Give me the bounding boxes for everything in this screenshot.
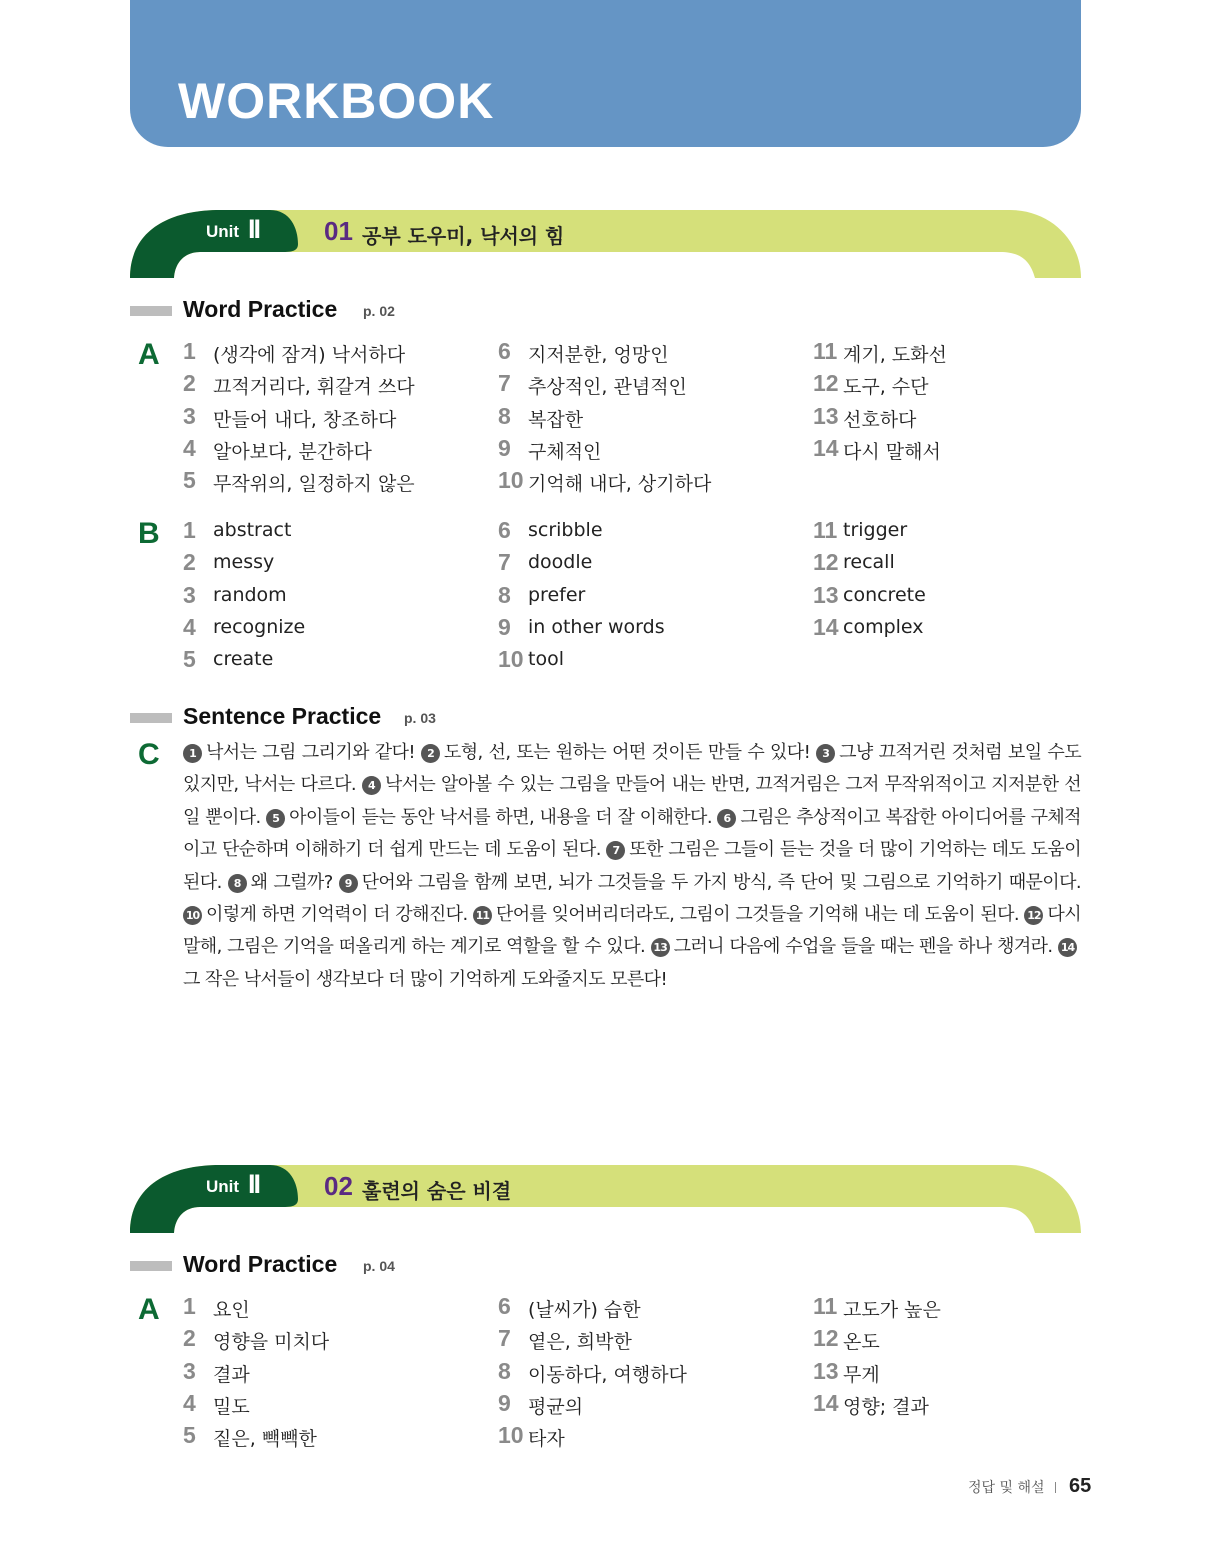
item-number: 7 bbox=[498, 1325, 511, 1352]
item-answer: 도구, 수단 bbox=[843, 376, 929, 399]
item-number: 11 bbox=[813, 1293, 838, 1319]
sentence-marker: 11 bbox=[473, 906, 492, 925]
sentence-marker: 14 bbox=[1058, 938, 1077, 957]
sentence-text: 아이들이 듣는 동안 낙서를 하면, 내용을 더 잘 이해한다. bbox=[289, 806, 718, 828]
item-answer: trigger bbox=[843, 519, 908, 541]
item-answer: 온도 bbox=[843, 1331, 880, 1354]
lesson-number: 02 bbox=[324, 1171, 353, 1201]
item-answer: 요인 bbox=[213, 1299, 250, 1321]
sentence-translation-paragraph bbox=[183, 737, 1081, 996]
lesson-title: 훌련의 숨은 비결 bbox=[362, 1179, 512, 1203]
lesson-title: 공부 도우미, 낙서의 힘 bbox=[362, 224, 565, 248]
item-answer: recall bbox=[843, 551, 895, 574]
item-number: 9 bbox=[498, 1389, 511, 1416]
section-bar bbox=[130, 306, 172, 316]
lesson-number: 01 bbox=[324, 216, 353, 246]
item-number: 1 bbox=[183, 1293, 196, 1319]
page-number: 65 bbox=[1069, 1475, 1092, 1497]
item-answer: 선호하다 bbox=[843, 408, 917, 431]
sentence-text: 다시 말해, 그림은 기억을 떠올리게 하는 계기로 역할을 할 수 있다. bbox=[183, 904, 1081, 958]
item-number: 3 bbox=[183, 402, 196, 429]
exercise-letter: A bbox=[138, 338, 160, 371]
item-answer: 밀도 bbox=[213, 1395, 250, 1418]
item-number: 6 bbox=[498, 517, 511, 543]
item-number: 12 bbox=[813, 549, 839, 576]
unit-label: Unit bbox=[206, 222, 240, 241]
item-answer: 옅은, 희박한 bbox=[528, 1331, 632, 1354]
item-number: 7 bbox=[498, 549, 511, 576]
section-page-ref: p. 04 bbox=[363, 1258, 395, 1274]
sentence-marker: 9 bbox=[339, 874, 358, 893]
sentence-text: 그 작은 낙서들이 생각보다 더 많이 기억하게 도와줄지도 모른다! bbox=[183, 968, 668, 990]
item-answer: 고도가 높은 bbox=[843, 1299, 941, 1321]
item-answer: 영향; 결과 bbox=[843, 1395, 929, 1418]
item-answer: random bbox=[213, 583, 287, 606]
item-number: 12 bbox=[813, 370, 839, 397]
sentence-marker: 5 bbox=[266, 809, 285, 828]
item-number: 8 bbox=[498, 402, 511, 429]
item-answer: messy bbox=[213, 551, 275, 574]
unit-number: II bbox=[248, 214, 260, 244]
unit-banner bbox=[130, 210, 1081, 280]
item-number: 4 bbox=[183, 1389, 196, 1416]
unit-label: Unit bbox=[206, 1177, 240, 1196]
workbook-header bbox=[130, 0, 1081, 147]
item-number: 14 bbox=[813, 1389, 839, 1416]
item-number: 1 bbox=[183, 338, 196, 364]
sentence-marker: 7 bbox=[606, 841, 625, 860]
unit-banner-shape bbox=[130, 210, 1081, 280]
item-number: 6 bbox=[498, 338, 511, 364]
item-number: 2 bbox=[183, 549, 196, 576]
sentence-text: 낙서는 알아볼 수 있는 그림을 만들어 내는 반면, 끄적거림은 그저 무작위적이고 지저분한 선일 뿐이다. bbox=[183, 774, 1081, 828]
sentence-text: 낙서는 그림 그리기와 같다! bbox=[206, 742, 421, 763]
section-title: Word Practice bbox=[183, 296, 338, 322]
item-answer: 지저분한, 엉망인 bbox=[528, 344, 669, 366]
item-number: 6 bbox=[498, 1293, 511, 1319]
item-answer: 만들어 내다, 창조하다 bbox=[213, 408, 397, 431]
item-number: 4 bbox=[183, 613, 196, 640]
item-number: 13 bbox=[813, 1357, 839, 1384]
sentence-text: 또한 그림은 그들이 듣는 것을 더 많이 기억하는 데도 도움이 된다. bbox=[183, 839, 1081, 893]
item-number: 12 bbox=[813, 1325, 839, 1352]
item-number: 5 bbox=[183, 646, 196, 673]
section-page-ref: p. 02 bbox=[363, 303, 395, 319]
item-number: 11 bbox=[813, 338, 838, 364]
item-answer: 복잡한 bbox=[528, 408, 584, 431]
item-answer: recognize bbox=[213, 615, 306, 638]
sentence-text: 그냥 끄적거린 것처럼 보일 수도 있지만, 낙서는 다르다. bbox=[183, 742, 1081, 796]
section-title: Sentence Practice bbox=[183, 703, 382, 729]
item-answer: 알아보다, 분간하다 bbox=[213, 440, 372, 463]
sentence-marker: 8 bbox=[228, 874, 247, 893]
item-answer: 영향을 미치다 bbox=[213, 1331, 330, 1354]
footer-divider bbox=[1055, 1482, 1056, 1493]
item-number: 8 bbox=[498, 1357, 511, 1384]
item-number: 9 bbox=[498, 613, 511, 640]
exercise-letter: A bbox=[138, 1293, 160, 1326]
item-answer: doodle bbox=[528, 551, 593, 574]
item-number: 1 bbox=[183, 517, 196, 543]
footer-label: 정답 및 해설 bbox=[968, 1480, 1045, 1496]
sentence-marker: 3 bbox=[816, 744, 835, 763]
item-number: 10 bbox=[498, 467, 524, 494]
item-answer: 타자 bbox=[528, 1428, 565, 1451]
item-number: 7 bbox=[498, 370, 511, 397]
sentence-text: 그림은 추상적이고 복잡한 아이디어를 구체적이고 단순하며 이해하기 더 쉽게 만드는 데 도움이 된다. bbox=[183, 806, 1081, 861]
item-answer: (생각에 잠겨) 낙서하다 bbox=[213, 344, 406, 366]
item-answer: 평균의 bbox=[528, 1395, 584, 1418]
sentence-marker: 1 bbox=[183, 744, 202, 763]
item-number: 14 bbox=[813, 613, 839, 640]
sentence-marker: 4 bbox=[362, 776, 381, 795]
item-number: 9 bbox=[498, 434, 511, 461]
item-answer: scribble bbox=[528, 519, 603, 541]
item-answer: abstract bbox=[213, 519, 292, 541]
unit-banner-shape bbox=[130, 1165, 1081, 1235]
item-answer: 다시 말해서 bbox=[843, 440, 941, 463]
item-number: 8 bbox=[498, 581, 511, 608]
item-answer: 결과 bbox=[213, 1363, 250, 1386]
section-page-ref: p. 03 bbox=[404, 710, 436, 726]
sentence-marker: 2 bbox=[421, 744, 440, 763]
item-answer: 무게 bbox=[843, 1363, 880, 1386]
item-answer: 추상적인, 관념적인 bbox=[528, 376, 687, 399]
item-answer: 무작위의, 일정하지 않은 bbox=[213, 473, 415, 496]
sentence-text: 단어와 그림을 함께 보면, 뇌가 그것들을 두 가지 방식, 즉 단어 및 그림으로 기억하기 때문이다. bbox=[361, 871, 1081, 893]
sentence-marker: 12 bbox=[1024, 906, 1043, 925]
item-answer: 기억해 내다, 상기하다 bbox=[528, 473, 712, 496]
workbook-title: WORKBOOK bbox=[178, 73, 495, 129]
sentence-text: 그러니 다음에 수업을 들을 때는 펜을 하나 챙겨라. bbox=[673, 936, 1058, 958]
item-number: 13 bbox=[813, 581, 839, 608]
item-number: 5 bbox=[183, 467, 196, 494]
section-title: Word Practice bbox=[183, 1251, 338, 1277]
item-answer: 구체적인 bbox=[528, 440, 602, 463]
item-number: 13 bbox=[813, 402, 839, 429]
sentence-text: 이렇게 하면 기억력이 더 강해진다. bbox=[206, 904, 473, 926]
exercise-letter: B bbox=[138, 517, 160, 550]
sentence-text: 단어를 잊어버리더라도, 그림이 그것들을 기억해 내는 데 도움이 된다. bbox=[495, 904, 1025, 926]
item-answer: in other words bbox=[528, 615, 665, 638]
sentence-marker: 13 bbox=[651, 938, 670, 957]
item-number: 10 bbox=[498, 1422, 524, 1449]
item-answer: 끄적거리다, 휘갈겨 쓰다 bbox=[213, 376, 415, 399]
unit-number: II bbox=[248, 1169, 260, 1199]
item-answer: create bbox=[213, 648, 274, 671]
item-answer: complex bbox=[843, 615, 924, 638]
item-number: 2 bbox=[183, 1325, 196, 1352]
exercise-letter: C bbox=[138, 738, 160, 771]
item-number: 3 bbox=[183, 581, 196, 608]
item-number: 10 bbox=[498, 646, 524, 673]
section-bar bbox=[130, 1261, 172, 1271]
item-number: 11 bbox=[813, 517, 838, 543]
item-number: 3 bbox=[183, 1357, 196, 1384]
item-number: 5 bbox=[183, 1422, 196, 1449]
section-bar bbox=[130, 713, 172, 723]
sentence-text: 도형, 선, 또는 원하는 어떤 것이든 만들 수 있다! bbox=[443, 742, 817, 763]
item-number: 14 bbox=[813, 434, 839, 461]
item-number: 2 bbox=[183, 370, 196, 397]
item-answer: tool bbox=[528, 648, 564, 671]
item-answer: 짙은, 빽빽한 bbox=[213, 1428, 317, 1451]
item-answer: (날씨가) 습한 bbox=[528, 1299, 641, 1321]
sentence-marker: 10 bbox=[183, 906, 202, 925]
item-answer: prefer bbox=[528, 583, 586, 606]
item-answer: 계기, 도화선 bbox=[843, 344, 947, 366]
sentence-text: 왜 그럴까? bbox=[250, 871, 339, 893]
item-number: 4 bbox=[183, 434, 196, 461]
sentence-marker: 6 bbox=[717, 809, 736, 828]
item-answer: concrete bbox=[843, 583, 926, 606]
item-answer: 이동하다, 여행하다 bbox=[528, 1363, 687, 1386]
unit-banner bbox=[130, 1165, 1081, 1235]
